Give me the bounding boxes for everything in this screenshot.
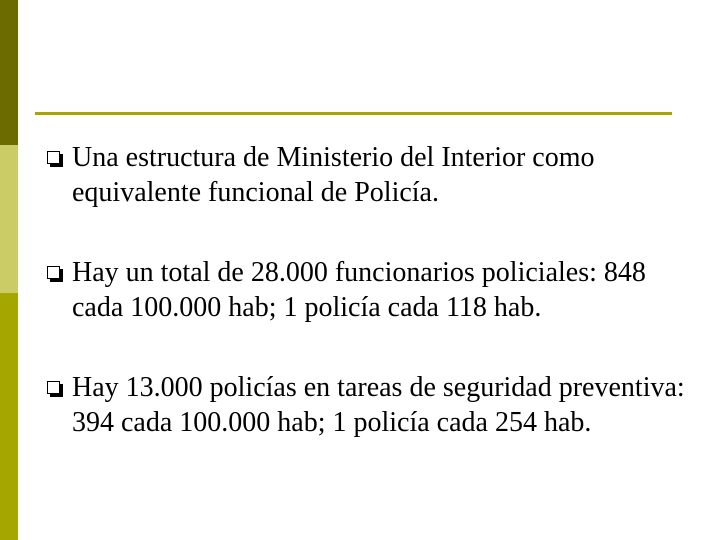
side-bar-top	[0, 0, 18, 145]
title-rule	[35, 112, 672, 115]
bullet-list	[47, 140, 687, 440]
bullet-item-2	[47, 255, 687, 325]
checkbox-square-icon	[47, 266, 60, 279]
bullet-text: Hay un total de 28.000 funcionarios policiales: 848 cada 100.000 hab; 1 policía cada 118 hab.	[72, 257, 646, 323]
bullet-text: Una estructura de Ministerio del Interior como equivalente funcional de Policía.	[72, 142, 595, 208]
checkbox-square-icon	[47, 381, 60, 394]
bullet-item-3	[47, 370, 687, 440]
bullet-text: Hay 13.000 policías en tareas de seguridad preventiva: 394 cada 100.000 hab; 1 policía cada 254 hab.	[72, 372, 685, 438]
side-bar-middle	[0, 145, 18, 293]
bullet-item-1	[47, 140, 687, 210]
checkbox-square-icon	[47, 151, 60, 164]
side-bar-bottom	[0, 293, 18, 540]
